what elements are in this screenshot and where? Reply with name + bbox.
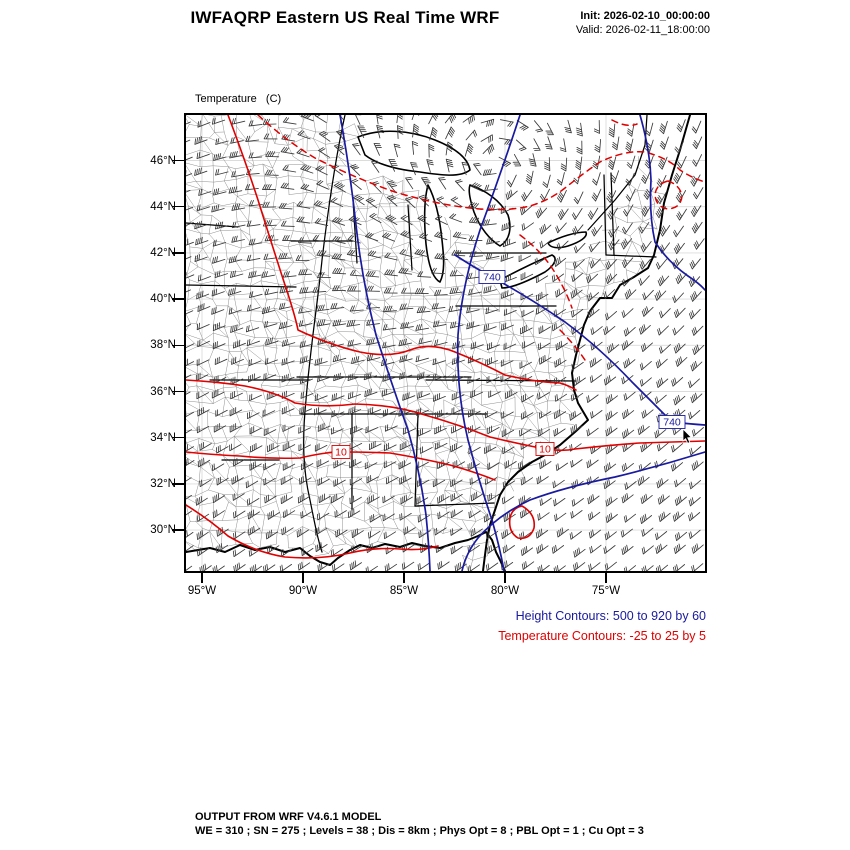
lat-label: 38°N <box>150 339 176 352</box>
temperature-contours-note: Temperature Contours: -25 to 25 by 5 <box>498 629 706 643</box>
lat-label: 46°N <box>150 154 176 167</box>
lon-tick <box>403 573 405 583</box>
height-contour-label <box>659 416 685 429</box>
wind-barbs <box>186 115 704 571</box>
svg-text:10: 10 <box>539 443 551 456</box>
lat-label: 30°N <box>150 524 176 537</box>
lat-label: 32°N <box>150 477 176 490</box>
state-border <box>304 115 345 552</box>
run-times <box>576 9 710 37</box>
lon-label: 75°W <box>591 585 621 597</box>
lon-label: 90°W <box>288 585 318 597</box>
lat-label: 40°N <box>150 293 176 306</box>
lon-label: 95°W <box>187 585 217 597</box>
great-lake <box>358 131 470 175</box>
map-canvas <box>186 115 705 571</box>
lon-label: 80°W <box>490 585 520 597</box>
temperature-contour-dashed <box>612 120 637 125</box>
temperature-contour <box>186 380 705 450</box>
lat-label: 42°N <box>150 246 176 259</box>
great-lake <box>469 185 510 246</box>
temperature-contour-label <box>536 443 554 456</box>
valid-time: Valid: 2026-02-11_18:00:00 <box>575 24 710 36</box>
svg-text:10: 10 <box>335 446 347 459</box>
model-config-line: WE = 310 ; SN = 275 ; Levels = 38 ; Dis = 8km ; Phys Opt = 8 ; PBL Opt = 1 ; Cu Opt = 3 <box>195 825 644 837</box>
lon-tick <box>302 573 304 583</box>
lat-label: 44°N <box>150 200 176 213</box>
state-border <box>606 255 656 257</box>
init-time: Init: 2026-02-10_00:00:00 <box>580 10 710 22</box>
height-contour-label <box>479 271 505 284</box>
model-version-line: OUTPUT FROM WRF V4.6.1 MODEL <box>195 811 382 823</box>
map-frame <box>184 113 707 573</box>
lon-tick <box>504 573 506 583</box>
plot-title: IWFAQRP Eastern US Real Time WRF <box>190 8 500 27</box>
legend-temperature: Temperature (C) <box>195 93 282 105</box>
svg-text:740: 740 <box>483 271 501 284</box>
model-output-info <box>195 810 644 838</box>
mouse-cursor <box>682 429 696 445</box>
height-contours-note: Height Contours: 500 to 920 by 60 <box>515 609 706 623</box>
temperature-contour-label <box>332 446 350 459</box>
lat-label: 34°N <box>150 431 176 444</box>
lon-tick <box>605 573 607 583</box>
lat-label: 36°N <box>150 385 176 398</box>
lon-label: 85°W <box>389 585 419 597</box>
svg-text:740: 740 <box>663 416 681 429</box>
great-lake <box>548 232 586 248</box>
lon-tick <box>201 573 203 583</box>
